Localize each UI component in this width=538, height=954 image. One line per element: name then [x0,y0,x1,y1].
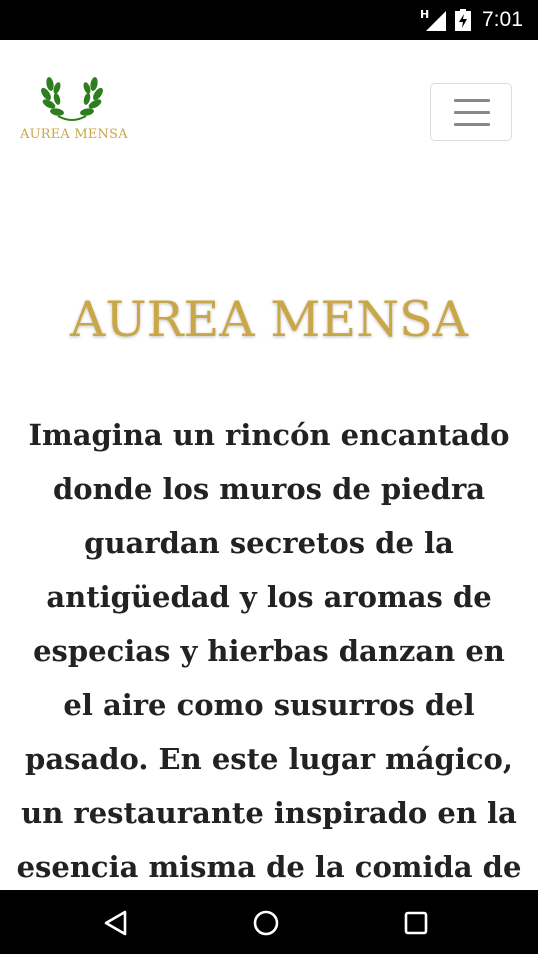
laurel-wreath-icon [40,74,104,124]
intro-line: donde los muros de piedra [52,472,486,506]
hamburger-menu-icon [454,99,490,102]
signal-icon [426,11,446,31]
intro-paragraph [14,408,524,894]
system-nav-bar [0,890,538,954]
battery-charging-icon [455,9,471,31]
network-type: H [420,8,430,21]
site-logo[interactable] [20,74,126,146]
intro-line: Imagina un rincón encantado [28,418,510,452]
page-title: AUREA MENSA [69,291,469,348]
logo-text: AUREA MENSA [20,127,128,142]
intro-line: un restaurante inspirado en la [21,796,517,830]
intro-line: esencia misma de la comida de [16,850,522,884]
intro-line: guardan secretos de la [84,526,454,560]
status-bar [0,0,538,40]
intro-line: especias y hierbas danzan en [33,634,505,668]
home-icon[interactable] [251,908,281,938]
recents-icon[interactable] [401,908,431,938]
intro-line: antigüedad y los aromas de [46,580,492,614]
intro-line: el aire como susurros del [63,688,475,722]
clock: 7:01 [482,8,523,31]
back-icon[interactable] [101,908,131,938]
intro-line: pasado. En este lugar mágico, [25,742,513,776]
menu-toggle-button[interactable] [430,83,512,141]
